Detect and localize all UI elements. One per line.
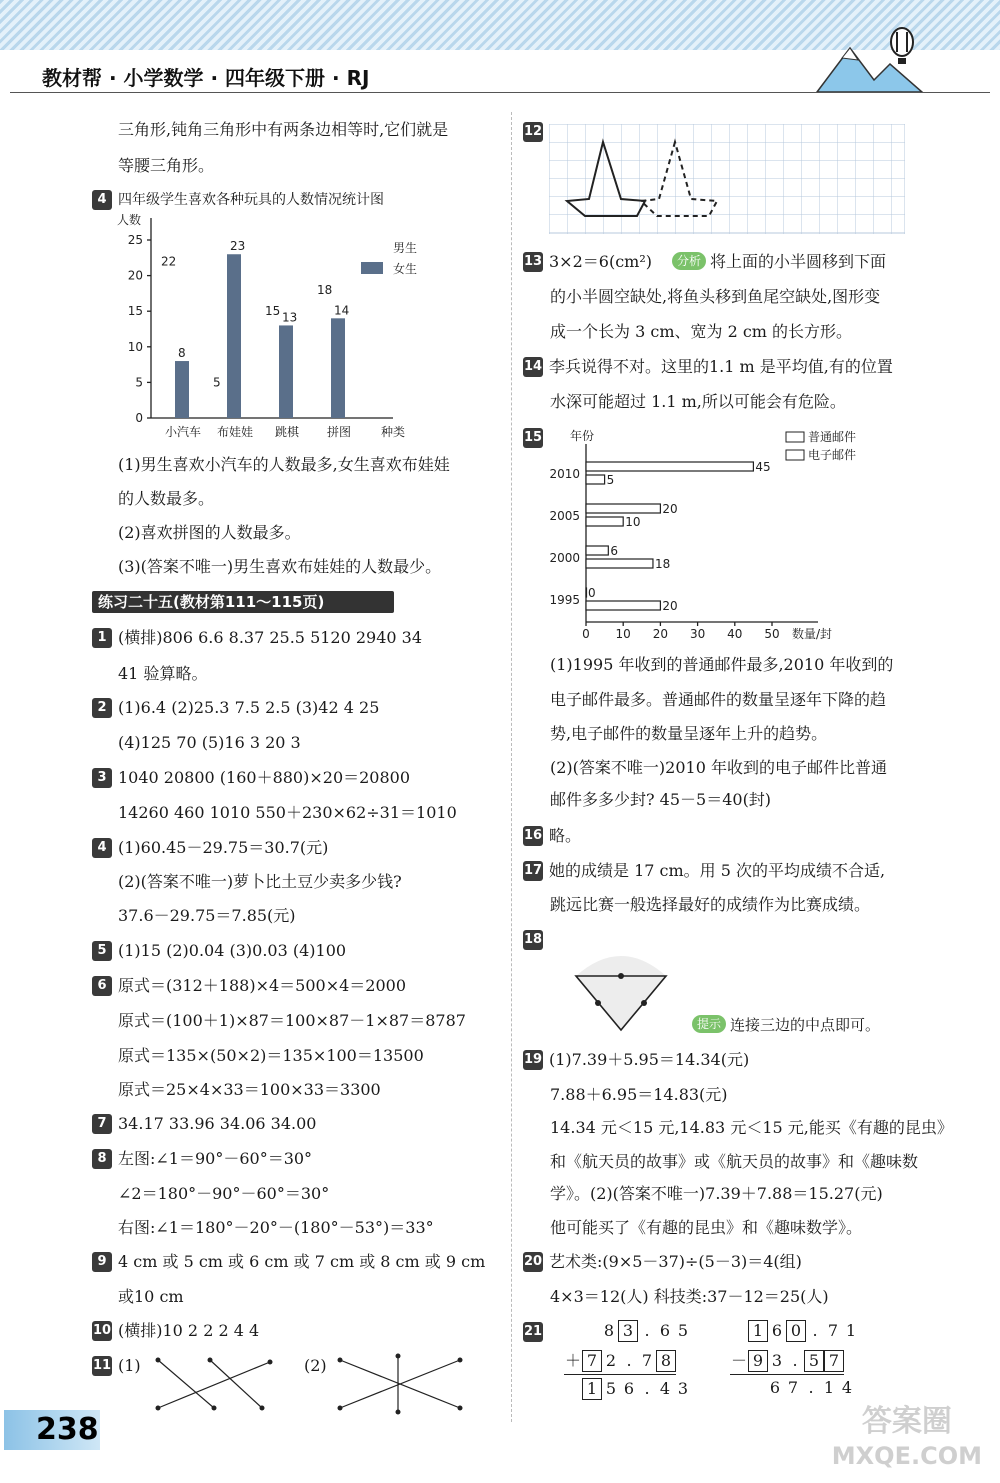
y-axis-label: 年份: [570, 429, 595, 443]
answer-line: 的人数最多。: [118, 489, 215, 508]
line-text: 艺术类:(9×5－37)÷(5－3)＝4(组): [549, 1252, 802, 1271]
digit: 6: [771, 1321, 783, 1340]
digit: ＋: [564, 1351, 581, 1370]
y-tick-label: 5: [135, 375, 143, 390]
digit: 7: [641, 1351, 653, 1370]
answer-line: [523, 826, 581, 846]
answer-line: (3)(答案不唯一)男生喜欢布娃娃的人数最少。: [118, 557, 442, 576]
answer-line: [92, 976, 406, 996]
mountain-balloon-icon: [812, 20, 932, 94]
bar-value-ordinary: 0: [588, 586, 596, 600]
bar-ordinary-mail: [586, 504, 660, 513]
y-tick-label: 20: [127, 268, 143, 283]
line-text: 水深可能超过 1.1 m,所以可能会有危险。: [550, 392, 846, 411]
question-number: 11: [92, 1356, 112, 1376]
hint-text: 连接三边的中点即可。: [730, 1016, 881, 1034]
watermark-text: 答案圈: [861, 1404, 952, 1439]
answer-line: [550, 758, 887, 778]
digit: .: [644, 1379, 650, 1398]
question-number: 15: [523, 428, 543, 448]
line-text: 电子邮件最多。普通邮件的数量呈逐年下降的趋: [550, 690, 887, 709]
answer-line: [118, 733, 301, 753]
line-text: (1)15 (2)0.04 (3)0.03 (4)100: [118, 941, 347, 960]
answer-line: [92, 1114, 316, 1134]
legend-ordinary-swatch: [786, 432, 804, 442]
question-number: 4: [92, 838, 112, 858]
bar-value-email: 20: [662, 599, 678, 613]
answer-line: [550, 1287, 829, 1307]
line-text: 李兵说得不对。这里的1.1 m 是平均值,有的位置: [549, 357, 893, 376]
answer-line: 成一个长为 3 cm、宽为 2 cm 的长方形。: [550, 322, 853, 341]
answer-line: [550, 690, 886, 710]
y-tick-label: 2000: [549, 551, 580, 565]
digit: 5: [605, 1379, 617, 1398]
line-text: 14260 460 1010 550＋230×62÷31＝1010: [118, 803, 457, 822]
bar-girls: [279, 325, 293, 418]
arith-row: [600, 1320, 692, 1342]
digit: .: [812, 1321, 818, 1340]
y-tick-label: 10: [127, 339, 143, 354]
bar-girls: [175, 361, 189, 418]
line-text: (1): [118, 1356, 141, 1375]
digit: 6: [769, 1378, 781, 1397]
y-tick-label: 15: [127, 304, 143, 319]
line-text: 右图:∠1＝180°－20°－(180°－53°)＝33°: [118, 1218, 434, 1237]
y-tick-label: 0: [135, 411, 143, 425]
answer-line: [118, 803, 457, 823]
question-number: 10: [92, 1321, 112, 1341]
x-tick-label: 40: [727, 627, 743, 641]
line-text: 41 验算略。: [118, 664, 208, 683]
intro-line: 三角形,钝角三角形中有两条边相等时,它们就是: [118, 120, 449, 139]
digit: 8: [603, 1321, 615, 1340]
answer-line: [118, 906, 296, 926]
bar-email: [586, 475, 605, 484]
triangle-midpoints-figure: [566, 946, 676, 1036]
line-text: 37.6－29.75＝7.85(元): [118, 906, 296, 925]
chart-title: 四年级学生喜欢各种玩具的人数情况统计图: [118, 192, 384, 208]
line-text: 和《航天员的故事》或《航天员的故事》和《趣味数: [550, 1152, 919, 1171]
answer-line: [118, 1011, 466, 1031]
bar-value-email: 5: [606, 473, 615, 487]
analysis-badge: 分析: [672, 252, 706, 270]
line-text: (4)125 70 (5)16 3 20 3: [118, 733, 301, 752]
column-divider: [511, 112, 512, 1422]
digit: 1: [823, 1378, 835, 1397]
bar-email: [586, 559, 653, 568]
arith-row: [748, 1320, 860, 1342]
answer-line: [92, 768, 410, 788]
answer-line: [118, 1184, 329, 1204]
digit: 6: [659, 1321, 671, 1340]
filled-digit-box: 7: [582, 1350, 602, 1372]
answer-line: [550, 1118, 953, 1138]
line-text: 14.34 元＜15 元,14.83 元＜15 元,能买《有趣的昆虫》: [550, 1118, 953, 1137]
question-number: 19: [523, 1050, 543, 1070]
y-tick-label: 2010: [549, 467, 580, 481]
filled-digit-box: 1: [748, 1320, 768, 1342]
bar-girls: [331, 318, 345, 418]
filled-digit-box: 1: [582, 1378, 602, 1400]
bar-email: [586, 517, 623, 526]
line-text: 4 cm 或 5 cm 或 6 cm 或 7 cm 或 8 cm 或 9 cm: [118, 1252, 486, 1271]
crossing-lines-figure: [150, 1352, 280, 1416]
x-tick-label: 50: [764, 627, 780, 641]
digit: 3: [771, 1351, 783, 1370]
answer-line: (2)喜欢拼图的人数最多。: [118, 523, 301, 542]
arith-row: [730, 1348, 844, 1375]
y-tick-label: 1995: [549, 593, 580, 607]
bar-girls: [227, 254, 241, 418]
line-text: (横排)806 6.6 8.37 25.5 5120 2940 34: [118, 628, 423, 647]
answer-line: [92, 628, 422, 648]
bar-value-girls: 23: [230, 239, 246, 254]
answer-line: [550, 895, 870, 915]
intro-line: 等腰三角形。: [118, 156, 215, 175]
bar-value-girls: 14: [334, 303, 350, 318]
question-number: 6: [92, 976, 112, 996]
line-text: 她的成绩是 17 cm。用 5 次的平均成绩不合适,: [549, 861, 886, 880]
line-text: (2)(答案不唯一)2010 年收到的电子邮件比普通: [550, 758, 887, 777]
arith-row: [766, 1378, 856, 1397]
bar-value-email: 10: [625, 515, 641, 529]
legend-girls-label: 女生: [393, 262, 418, 276]
answer-line: [118, 1218, 434, 1238]
question-number: 8: [92, 1149, 112, 1169]
digit: 6: [623, 1379, 635, 1398]
digit: 7: [787, 1378, 799, 1397]
answer-line: [550, 655, 893, 675]
filled-digit-box: 8: [656, 1350, 676, 1372]
digit: －: [730, 1351, 747, 1370]
line-text: 跳远比赛一般选择最好的成绩作为比赛成绩。: [550, 895, 871, 914]
answer-line: [523, 252, 886, 272]
answer-line: [550, 392, 846, 412]
answer-line: [550, 724, 827, 744]
y-tick-label: 25: [127, 233, 143, 247]
star-lines-figure: [330, 1352, 470, 1416]
line-text: (2): [304, 1356, 327, 1375]
x-tick-label: 10: [615, 627, 631, 641]
arith-row: [582, 1378, 692, 1400]
line-text: 他可能买了《有趣的昆虫》和《趣味数学》。: [550, 1218, 863, 1237]
question-number: 17: [523, 861, 543, 881]
legend-ordinary-label: 普通邮件: [808, 430, 857, 444]
digit: .: [808, 1378, 814, 1397]
bar-value-boys: 18: [317, 282, 333, 297]
bar-value-girls: 13: [282, 310, 298, 325]
bar-value-ordinary: 20: [662, 502, 678, 516]
bar-value-girls: 8: [178, 346, 186, 361]
bar-value-boys: 15: [265, 304, 281, 319]
question-number: 16: [523, 826, 543, 846]
bar-value-email: 18: [654, 557, 671, 571]
legend-email-swatch: [786, 450, 804, 460]
answer-line: [550, 1218, 862, 1238]
legend-girls-swatch: [361, 262, 383, 274]
digit: .: [626, 1351, 632, 1370]
watermark-url: MXQE.COM: [831, 1442, 982, 1470]
answer-line: [118, 1046, 424, 1066]
answer-line: [92, 698, 379, 718]
page-number-tab: [4, 1410, 100, 1450]
answer-line: [118, 1080, 381, 1100]
digit: .: [644, 1321, 650, 1340]
answer-line: [118, 872, 402, 892]
question-number: 13: [523, 252, 543, 272]
line-text: 原式＝25×4×33＝100×33＝3300: [118, 1080, 381, 1099]
filled-digit-box: 0: [786, 1320, 806, 1342]
line-text: (1)7.39＋5.95＝14.34(元): [549, 1050, 750, 1069]
filled-digit-box: 7: [824, 1350, 844, 1372]
digit: 4: [841, 1378, 853, 1397]
line-text: 4×3＝12(人) 科技类:37－12＝25(人): [550, 1287, 829, 1306]
answer-line: [523, 861, 885, 881]
line-text: 3×2＝6(cm²): [549, 252, 652, 271]
x-tick-label: 拼图: [326, 425, 352, 439]
answer-line: [523, 357, 893, 377]
bar-email: [586, 601, 660, 610]
line-text: 或10 cm: [118, 1287, 184, 1306]
question-number: 2: [92, 698, 112, 718]
digit: 4: [659, 1379, 671, 1398]
mail-horizontal-bar-chart: [548, 424, 878, 646]
digit: 3: [677, 1379, 689, 1398]
answer-line: [92, 1356, 141, 1376]
x-tick-label: 20: [652, 627, 669, 641]
x-tick-label: 0: [582, 627, 590, 641]
answer-line: [92, 1149, 312, 1169]
line-text: 学》。(2)(答案不唯一)7.39＋7.88＝15.27(元): [550, 1184, 883, 1203]
question-number: 18: [523, 930, 543, 950]
hint-badge: 提示: [692, 1015, 726, 1033]
answer-line: [523, 1252, 802, 1272]
line-text: 略。: [549, 826, 582, 845]
line-text: 邮件多多少封? 45－5＝40(封): [550, 790, 772, 809]
x-tick-label: 跳棋: [274, 425, 300, 439]
book-title: 教材帮 · 小学数学 · 四年级下册 · RJ: [42, 66, 370, 90]
arith-row: [564, 1348, 676, 1375]
line-text: 34.17 33.96 34.06 34.00: [118, 1114, 317, 1133]
line-text: (1)6.4 (2)25.3 7.5 2.5 (3)42 4 25: [118, 698, 380, 717]
digit: 7: [827, 1321, 839, 1340]
line-text: ∠2＝180°－90°－60°＝30°: [118, 1184, 330, 1203]
section-heading: 练习二十五(教材第111～115页): [92, 591, 394, 613]
answer-line: [550, 790, 771, 810]
answer-line: [92, 941, 346, 961]
answer-line: [523, 930, 549, 950]
answer-line: [92, 838, 328, 858]
header-rule: [10, 92, 990, 93]
watermark-logo: [832, 1405, 982, 1473]
line-text: 7.88＋6.95＝14.83(元): [550, 1085, 728, 1104]
question-number: 14: [523, 357, 543, 377]
question-number: 5: [92, 941, 112, 961]
digit: 2: [605, 1351, 617, 1370]
x-tick-label: 布娃娃: [216, 425, 254, 439]
digit: 1: [845, 1321, 857, 1340]
question-number: 9: [92, 1252, 112, 1272]
line-text: (横排)10 2 2 2 4 4: [118, 1321, 260, 1340]
answer-line: [304, 1356, 327, 1376]
y-tick-label: 2005: [549, 509, 580, 523]
filled-digit-box: 5: [804, 1350, 824, 1372]
line-text: 原式＝(100＋1)×87＝100×87－1×87＝8787: [118, 1011, 466, 1030]
line-text: 原式＝(312＋188)×4＝500×4＝2000: [118, 976, 406, 995]
filled-digit-box: 9: [748, 1350, 768, 1372]
line-text: 左图:∠1＝90°－60°＝30°: [118, 1149, 313, 1168]
bar-value-ordinary: 6: [610, 544, 618, 558]
question-number: 21: [523, 1322, 543, 1342]
question-number: 20: [523, 1252, 543, 1272]
answer-line: 的小半圆空缺处,将鱼头移到鱼尾空缺处,图形变: [550, 287, 881, 306]
bar-value-ordinary: 45: [755, 460, 771, 474]
answer-line: [118, 1287, 184, 1307]
bar-ordinary-mail: [586, 462, 753, 471]
line-text: (1)60.45－29.75＝30.7(元): [118, 838, 329, 857]
bar-ordinary-mail: [586, 546, 608, 555]
page-number: 238: [36, 1412, 99, 1447]
bar-value-boys: 5: [213, 375, 221, 390]
x-axis-label: 数量/封: [792, 627, 833, 641]
question-number: 12: [523, 122, 543, 142]
line-text: 将上面的小半圆移到下面: [710, 252, 887, 271]
answer-line: (1)男生喜欢小汽车的人数最多,女生喜欢布娃娃: [118, 455, 450, 474]
x-axis-label: 种类: [381, 425, 406, 439]
answer-line: [118, 664, 207, 684]
answer-line: [523, 1050, 749, 1070]
answer-line: [550, 1085, 728, 1105]
x-tick-label: 30: [689, 627, 706, 641]
filled-digit-box: 3: [618, 1320, 638, 1342]
answer-line: [550, 1152, 918, 1172]
question-number: 7: [92, 1114, 112, 1134]
line-text: 势,电子邮件的数量呈逐年上升的趋势。: [550, 724, 828, 743]
question-number: 1: [92, 628, 112, 648]
answer-line: [550, 1184, 883, 1204]
line-text: (2)(答案不唯一)萝卜比土豆少卖多少钱?: [118, 872, 402, 891]
toy-preference-bar-chart: [115, 210, 435, 446]
question-number: 3: [92, 768, 112, 788]
bar-ordinary-mail: [586, 588, 587, 597]
x-tick-label: 小汽车: [164, 425, 202, 439]
question-number: 4: [92, 190, 112, 210]
answer-line: [92, 1321, 259, 1341]
digit: .: [792, 1351, 798, 1370]
bar-value-boys: 22: [161, 254, 177, 269]
y-axis-label: 人数: [117, 213, 142, 227]
digit: 5: [677, 1321, 689, 1340]
symmetry-grid-figure: [549, 124, 905, 234]
line-text: 1040 20800 (160＋880)×20＝20800: [118, 768, 411, 787]
line-text: 原式＝135×(50×2)＝135×100＝13500: [118, 1046, 424, 1065]
line-text: (1)1995 年收到的普通邮件最多,2010 年收到的: [550, 655, 894, 674]
legend-email-label: 电子邮件: [808, 448, 857, 462]
answer-line: [92, 1252, 485, 1272]
legend-boys-label: 男生: [393, 241, 418, 255]
